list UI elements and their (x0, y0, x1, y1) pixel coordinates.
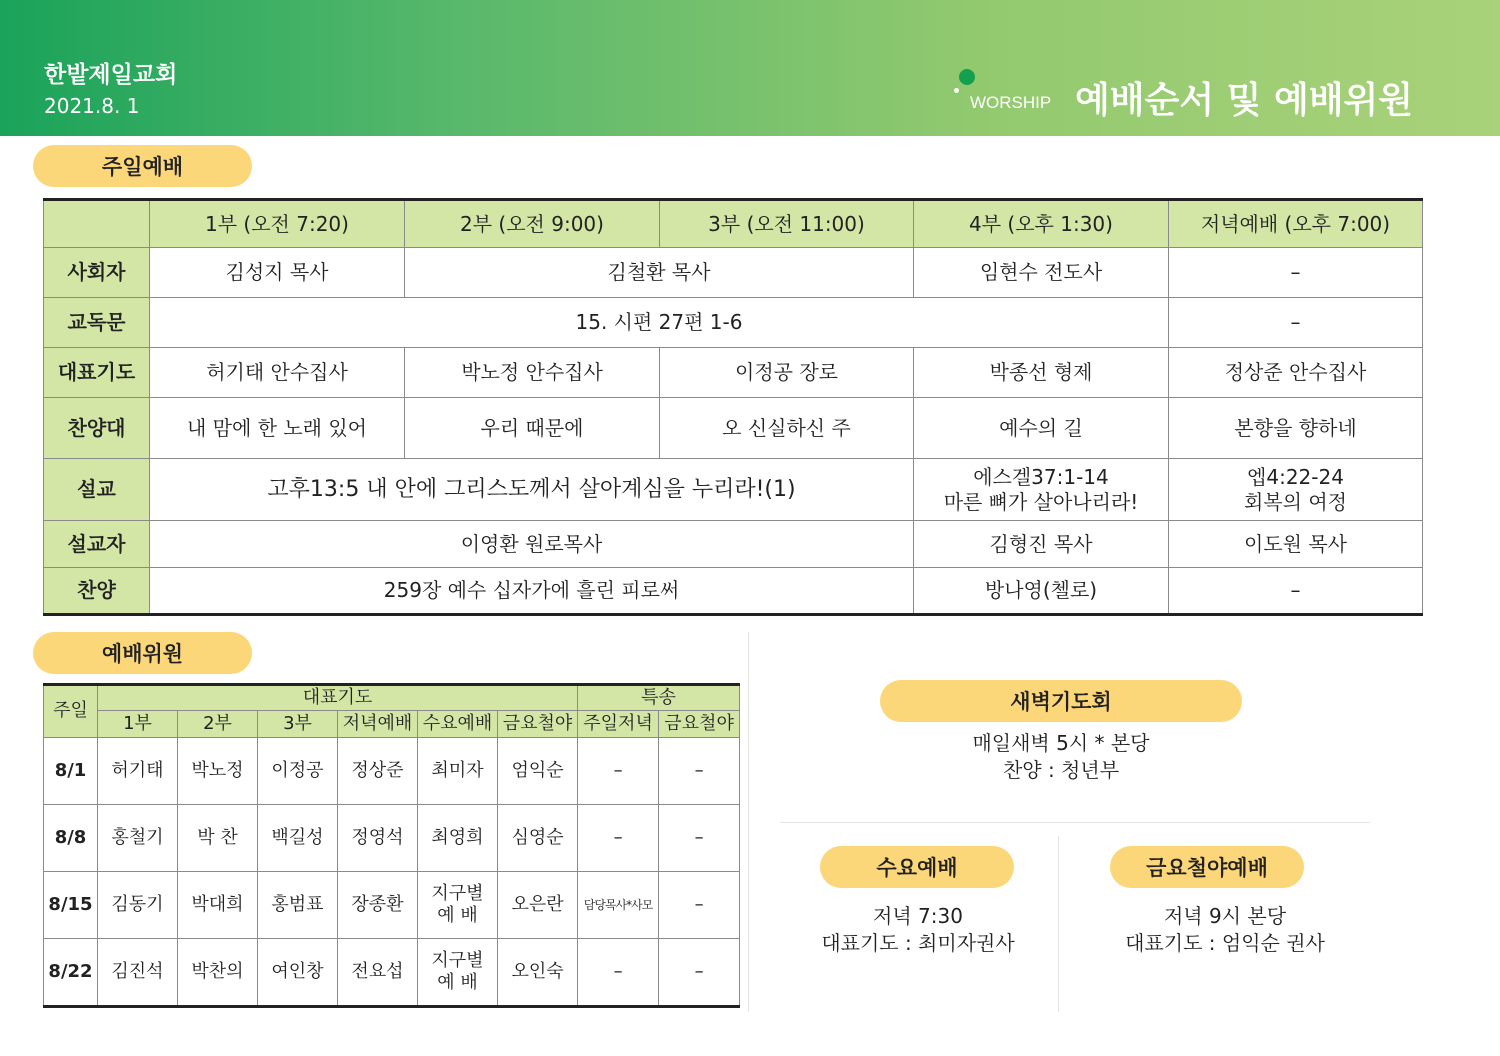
cell: – (578, 738, 659, 805)
row-label-leader: 사회자 (44, 248, 150, 298)
table-row (44, 298, 1423, 348)
leader-evening: – (1169, 248, 1423, 298)
col-service-3: 3부 (오전 11:00) (660, 200, 914, 248)
page-title: 예배순서 및 예배위원 (1075, 80, 1414, 121)
prayer-s2: 박노정 안수집사 (405, 348, 660, 398)
dawn-prayer-pill: 새벽기도회 (880, 680, 1242, 722)
table-row (44, 248, 1423, 298)
cell: 최미자 (418, 738, 498, 805)
cell: 김진석 (98, 939, 178, 1007)
cell (418, 872, 498, 939)
cell-line: 지구별 (431, 949, 484, 971)
sub-s1: 1부 (98, 711, 178, 738)
cell-line: 예 배 (437, 972, 478, 993)
reading-s1-s4: 15. 시편 27편 1-6 (150, 298, 1169, 348)
sermon-s4-passage: 에스겔37:1-14 (973, 464, 1109, 489)
leader-s2-s3: 김철환 목사 (405, 248, 914, 298)
sub-friday: 금요철야 (498, 711, 578, 738)
choir-s3: 오 신실하신 주 (660, 398, 914, 459)
sunday-service-table (43, 198, 1423, 616)
sermon-s4-title: 마른 뼈가 살아나리라! (943, 489, 1139, 514)
cell: 오은란 (498, 872, 578, 939)
cell: – (578, 939, 659, 1007)
friday-info (1080, 903, 1370, 957)
table-row (44, 805, 740, 872)
cell: 장종환 (338, 872, 418, 939)
dawn-praise: 찬양 : 청년부 (1002, 758, 1120, 782)
row-date: 8/22 (44, 939, 98, 1007)
church-name: 한밭제일교회 (44, 62, 178, 88)
col-service-1: 1부 (오전 7:20) (150, 200, 405, 248)
sermon-evening (1169, 459, 1423, 521)
cell-line: 지구별 (431, 882, 484, 904)
row-date: 8/15 (44, 872, 98, 939)
cell: 홍철기 (98, 805, 178, 872)
cell: 최영희 (418, 805, 498, 872)
cell: – (659, 872, 740, 939)
sub-friday-vigil: 금요철야 (659, 711, 740, 738)
cell: 박노정 (178, 738, 258, 805)
cell: 허기태 (98, 738, 178, 805)
cell: 담당목사*사모 (578, 872, 659, 939)
worship-label: WORSHIP (970, 93, 1052, 112)
choir-s4: 예수의 길 (914, 398, 1169, 459)
friday-time: 저녁 9시 본당 (1163, 904, 1287, 928)
sermon-evening-passage: 엡4:22-24 (1247, 464, 1344, 489)
table-row (44, 459, 1423, 521)
cell: – (578, 805, 659, 872)
cell: 박 찬 (178, 805, 258, 872)
table-row (44, 568, 1423, 615)
sunday-head: 주일 (44, 685, 98, 738)
table-row (44, 872, 740, 939)
hymn-evening: – (1169, 568, 1423, 615)
prayer-s4: 박종선 형제 (914, 348, 1169, 398)
sub-s2: 2부 (178, 711, 258, 738)
committee-header-row (44, 685, 740, 711)
vertical-divider (748, 632, 749, 1012)
leader-s1: 김성지 목사 (150, 248, 405, 298)
table-row (44, 398, 1423, 459)
friday-pill: 금요철야예배 (1110, 846, 1304, 888)
sermon-evening-title: 회복의 여정 (1244, 489, 1347, 514)
committee-subheader-row (44, 711, 740, 738)
prayer-s3: 이정공 장로 (660, 348, 914, 398)
bulletin-date: 2021.8. 1 (44, 94, 140, 118)
table-row (44, 521, 1423, 568)
prayer-evening: 정상준 안수집사 (1169, 348, 1423, 398)
col-service-2: 2부 (오전 9:00) (405, 200, 660, 248)
col-service-4: 4부 (오후 1:30) (914, 200, 1169, 248)
cell: – (659, 805, 740, 872)
sub-evening: 저녁예배 (338, 711, 418, 738)
cell: 여인창 (258, 939, 338, 1007)
row-label-choir: 찬양대 (44, 398, 150, 459)
cell: – (659, 939, 740, 1007)
wednesday-prayer: 대표기도 : 최미자권사 (821, 931, 1015, 955)
choir-evening: 본향을 향하네 (1169, 398, 1423, 459)
cell (418, 939, 498, 1007)
row-label-reading: 교독문 (44, 298, 150, 348)
special-song-head: 특송 (578, 685, 740, 711)
prayer-s1: 허기태 안수집사 (150, 348, 405, 398)
wednesday-info (780, 903, 1056, 957)
sub-sunday-evening: 주일저녁 (578, 711, 659, 738)
worship-committee-table (43, 683, 740, 1008)
table-row (44, 939, 740, 1007)
sub-wednesday: 수요예배 (418, 711, 498, 738)
cell-line: 예 배 (437, 905, 478, 926)
cell: 심영순 (498, 805, 578, 872)
committee-pill: 예배위원 (33, 632, 252, 674)
wednesday-pill: 수요예배 (820, 846, 1014, 888)
green-dot-icon (959, 69, 975, 85)
horizontal-divider (780, 822, 1370, 823)
cell: 홍범표 (258, 872, 338, 939)
preacher-evening: 이도원 목사 (1169, 521, 1423, 568)
row-label-sermon: 설교 (44, 459, 150, 521)
preacher-s1-s3: 이영환 원로목사 (150, 521, 914, 568)
cell: 박대희 (178, 872, 258, 939)
cell: 정영석 (338, 805, 418, 872)
table-header-row (44, 200, 1423, 248)
cell: 오인숙 (498, 939, 578, 1007)
cell: – (659, 738, 740, 805)
cell: 백길성 (258, 805, 338, 872)
cell: 이정공 (258, 738, 338, 805)
corner-cell (44, 200, 150, 248)
row-date: 8/8 (44, 805, 98, 872)
col-evening-service: 저녁예배 (오후 7:00) (1169, 200, 1423, 248)
dawn-prayer-info (880, 730, 1242, 784)
table-row (44, 348, 1423, 398)
hymn-s1-s3: 259장 예수 십자가에 흘린 피로써 (150, 568, 914, 615)
sunday-worship-pill: 주일예배 (33, 145, 252, 187)
row-label-hymn: 찬양 (44, 568, 150, 615)
white-dot-icon (954, 88, 959, 93)
header-banner (0, 0, 1500, 136)
cell: 정상준 (338, 738, 418, 805)
cell: 엄익순 (498, 738, 578, 805)
cell: 김동기 (98, 872, 178, 939)
cell: 박찬의 (178, 939, 258, 1007)
leader-s4: 임현수 전도사 (914, 248, 1169, 298)
choir-s1: 내 맘에 한 노래 있어 (150, 398, 405, 459)
hymn-s4: 방나영(첼로) (914, 568, 1169, 615)
reading-evening: – (1169, 298, 1423, 348)
row-date: 8/1 (44, 738, 98, 805)
sub-s3: 3부 (258, 711, 338, 738)
cell: 전요섭 (338, 939, 418, 1007)
sermon-s1-s3: 고후13:5 내 안에 그리스도께서 살아계심을 누리라!(1) (150, 459, 914, 521)
friday-prayer: 대표기도 : 엄익순 권사 (1125, 931, 1325, 955)
dawn-time: 매일새벽 5시 * 본당 (972, 731, 1150, 755)
sermon-s4 (914, 459, 1169, 521)
wednesday-time: 저녁 7:30 (873, 904, 963, 928)
vertical-divider (1058, 836, 1059, 1012)
row-label-preacher: 설교자 (44, 521, 150, 568)
preacher-s4: 김형진 목사 (914, 521, 1169, 568)
prayer-head: 대표기도 (98, 685, 578, 711)
table-row (44, 738, 740, 805)
choir-s2: 우리 때문에 (405, 398, 660, 459)
row-label-prayer: 대표기도 (44, 348, 150, 398)
